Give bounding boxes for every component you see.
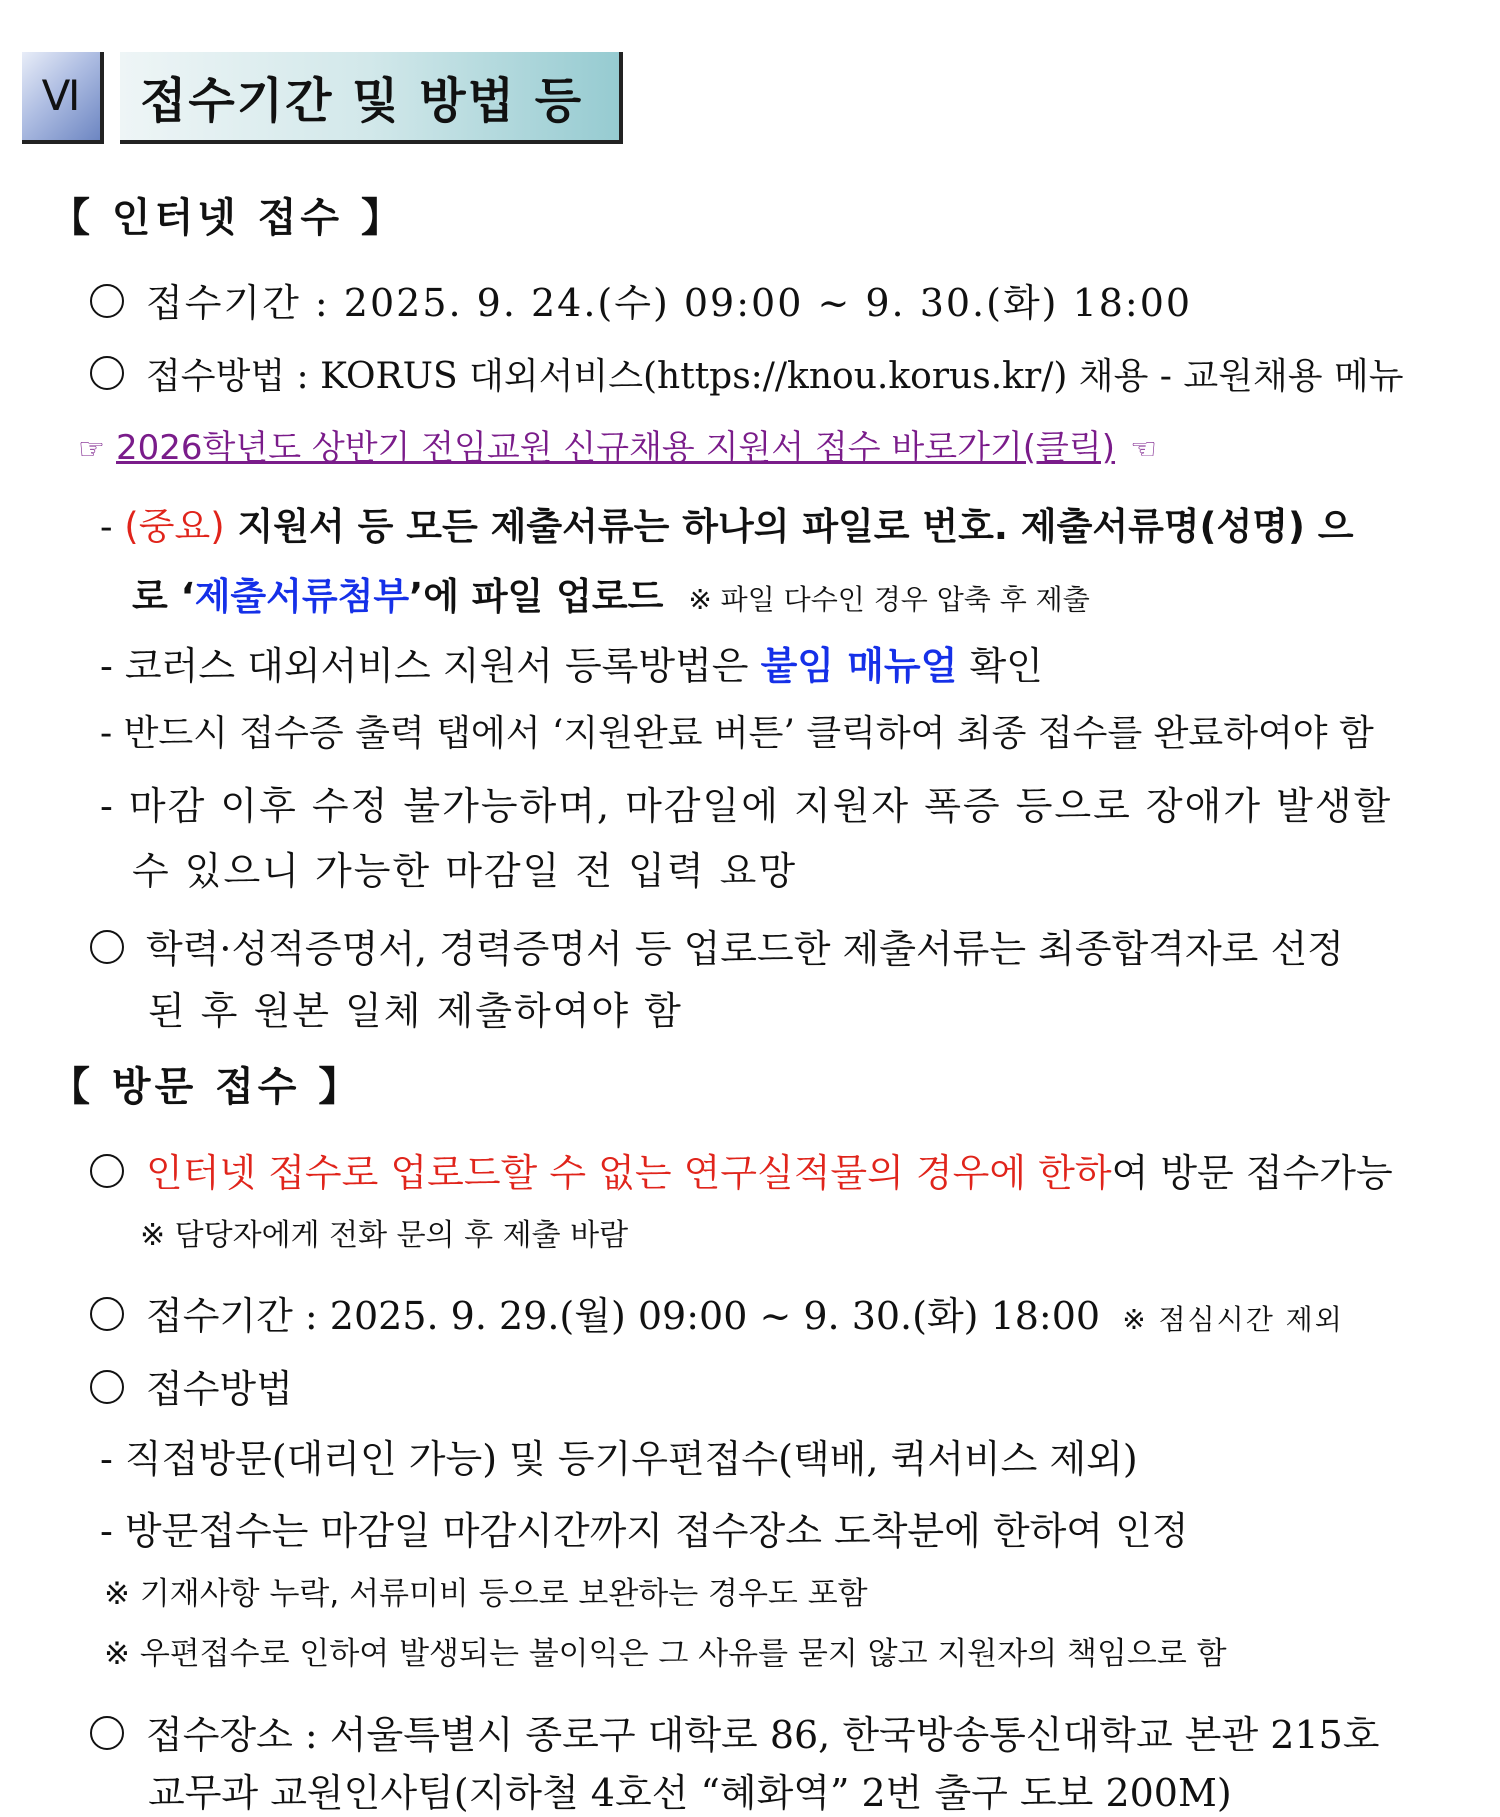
original-docs-line2: 된 후 원본 일체 제출하여야 함 — [148, 989, 683, 1033]
internet-period — [90, 272, 1192, 327]
circle-bullet-icon — [90, 356, 124, 390]
internet-method — [90, 348, 1404, 399]
section-title-box — [120, 52, 623, 144]
internet-heading: 【 인터넷 접수 】 — [50, 195, 405, 241]
visit-place-line1 — [90, 1704, 1380, 1759]
visit-limit-rest: 여 방문 접수가능 — [1111, 1151, 1393, 1195]
visit-limit — [90, 1142, 1393, 1197]
internet-period-text: 접수기간 : 2025. 9. 24.(수) 09:00 ~ 9. 30.(화) 18:00 — [146, 281, 1193, 325]
manual-note-text: - 코러스 대외서비스 지원서 등록방법은 — [100, 644, 761, 688]
visit-method-2: - 방문접수는 마감일 마감시간까지 접수장소 도착분에 한하여 인정 — [100, 1509, 1189, 1553]
internet-method-text: 접수방법 : KORUS 대외서비스(https://knou.korus.kr/) 채용 - 교원채용 메뉴 — [146, 356, 1404, 397]
circle-bullet-icon — [90, 1297, 124, 1331]
visit-note-2: ※ 우편접수로 인하여 발생되는 불이익은 그 사유를 묻지 않고 지원자의 책임으로 함 — [104, 1636, 1227, 1672]
original-docs-line1 — [90, 918, 1344, 973]
important-note-line2-prefix: 로 ‘ — [132, 575, 195, 618]
compress-note: ※ 파일 다수인 경우 압축 후 제출 — [688, 583, 1090, 616]
deadline-note-line1: - 마감 이후 수정 불가능하며, 마감일에 지원자 폭증 등으로 장애가 발생할 — [100, 784, 1393, 828]
apply-link-row[interactable] — [78, 420, 1157, 469]
visit-period — [90, 1285, 1344, 1340]
visit-method-1: - 직접방문(대리인 가능) 및 등기우편접수(택배, 퀵서비스 제외) — [100, 1437, 1138, 1481]
section-title: 접수기간 및 방법 등 — [140, 72, 584, 129]
circle-bullet-icon — [90, 1154, 124, 1188]
lunch-note: ※ 점심시간 제외 — [1122, 1303, 1344, 1336]
manual-note — [100, 635, 1043, 690]
dash-bullet: - — [100, 505, 113, 548]
visit-note-1: ※ 기재사항 누락, 서류미비 등으로 보완하는 경우도 포함 — [104, 1576, 868, 1612]
visit-phone-note: ※ 담당자에게 전화 문의 후 제출 바람 — [140, 1218, 629, 1253]
important-note-line1 — [100, 496, 1353, 550]
circle-bullet-icon — [90, 284, 124, 318]
visit-place-line2: 교무과 교원인사팀(지하철 4호선 “혜화역” 2번 출구 도보 200M) — [148, 1771, 1232, 1815]
visit-method — [90, 1358, 293, 1413]
important-tag: (중요) — [124, 505, 225, 548]
circle-bullet-icon — [90, 1716, 124, 1750]
pointing-left-hand-icon: ☜ — [1130, 432, 1158, 467]
complete-button-note: - 반드시 접수증 출력 탭에서 ‘지원완료 버튼’ 클릭하여 최종 접수를 완료하여야 함 — [100, 713, 1374, 754]
visit-limit-red: 인터넷 접수로 업로드할 수 없는 연구실적물의 경우에 한하 — [146, 1151, 1112, 1195]
visit-place-text: 접수장소 : 서울특별시 종로구 대학로 86, 한국방송통신대학교 본관 215호 — [146, 1713, 1380, 1757]
circle-bullet-icon — [90, 1370, 124, 1404]
visit-period-text: 접수기간 : 2025. 9. 29.(월) 09:00 ~ 9. 30.(화) 18:00 — [146, 1294, 1101, 1338]
circle-bullet-icon — [90, 930, 124, 964]
section-number: Ⅵ — [41, 74, 81, 120]
pointing-right-hand-icon: ☞ — [78, 432, 105, 467]
manual-link[interactable]: 붙임 매뉴얼 — [760, 644, 958, 688]
visit-method-label: 접수방법 — [146, 1367, 293, 1411]
apply-shortcut-link[interactable]: 2026학년도 상반기 전임교원 신규채용 지원서 접수 바로가기(클릭) — [116, 428, 1116, 468]
manual-note-suffix: 확인 — [957, 644, 1043, 688]
important-note-text: 지원서 등 모든 제출서류는 하나의 파일로 번호. 제출서류명(성명) 으 — [224, 505, 1354, 548]
visit-heading: 【 방문 접수 】 — [50, 1064, 363, 1110]
original-docs-text: 학력·성적증명서, 경력증명서 등 업로드한 제출서류는 최종합격자로 선정 — [146, 927, 1344, 971]
important-note-line2-suffix: ’에 파일 업로드 — [409, 575, 664, 618]
section-number-box — [22, 52, 104, 144]
deadline-note-line2: 수 있으니 가능한 마감일 전 입력 요망 — [132, 849, 798, 893]
attach-docs-label: 제출서류첨부 — [194, 575, 410, 618]
important-note-line2 — [132, 566, 1090, 620]
